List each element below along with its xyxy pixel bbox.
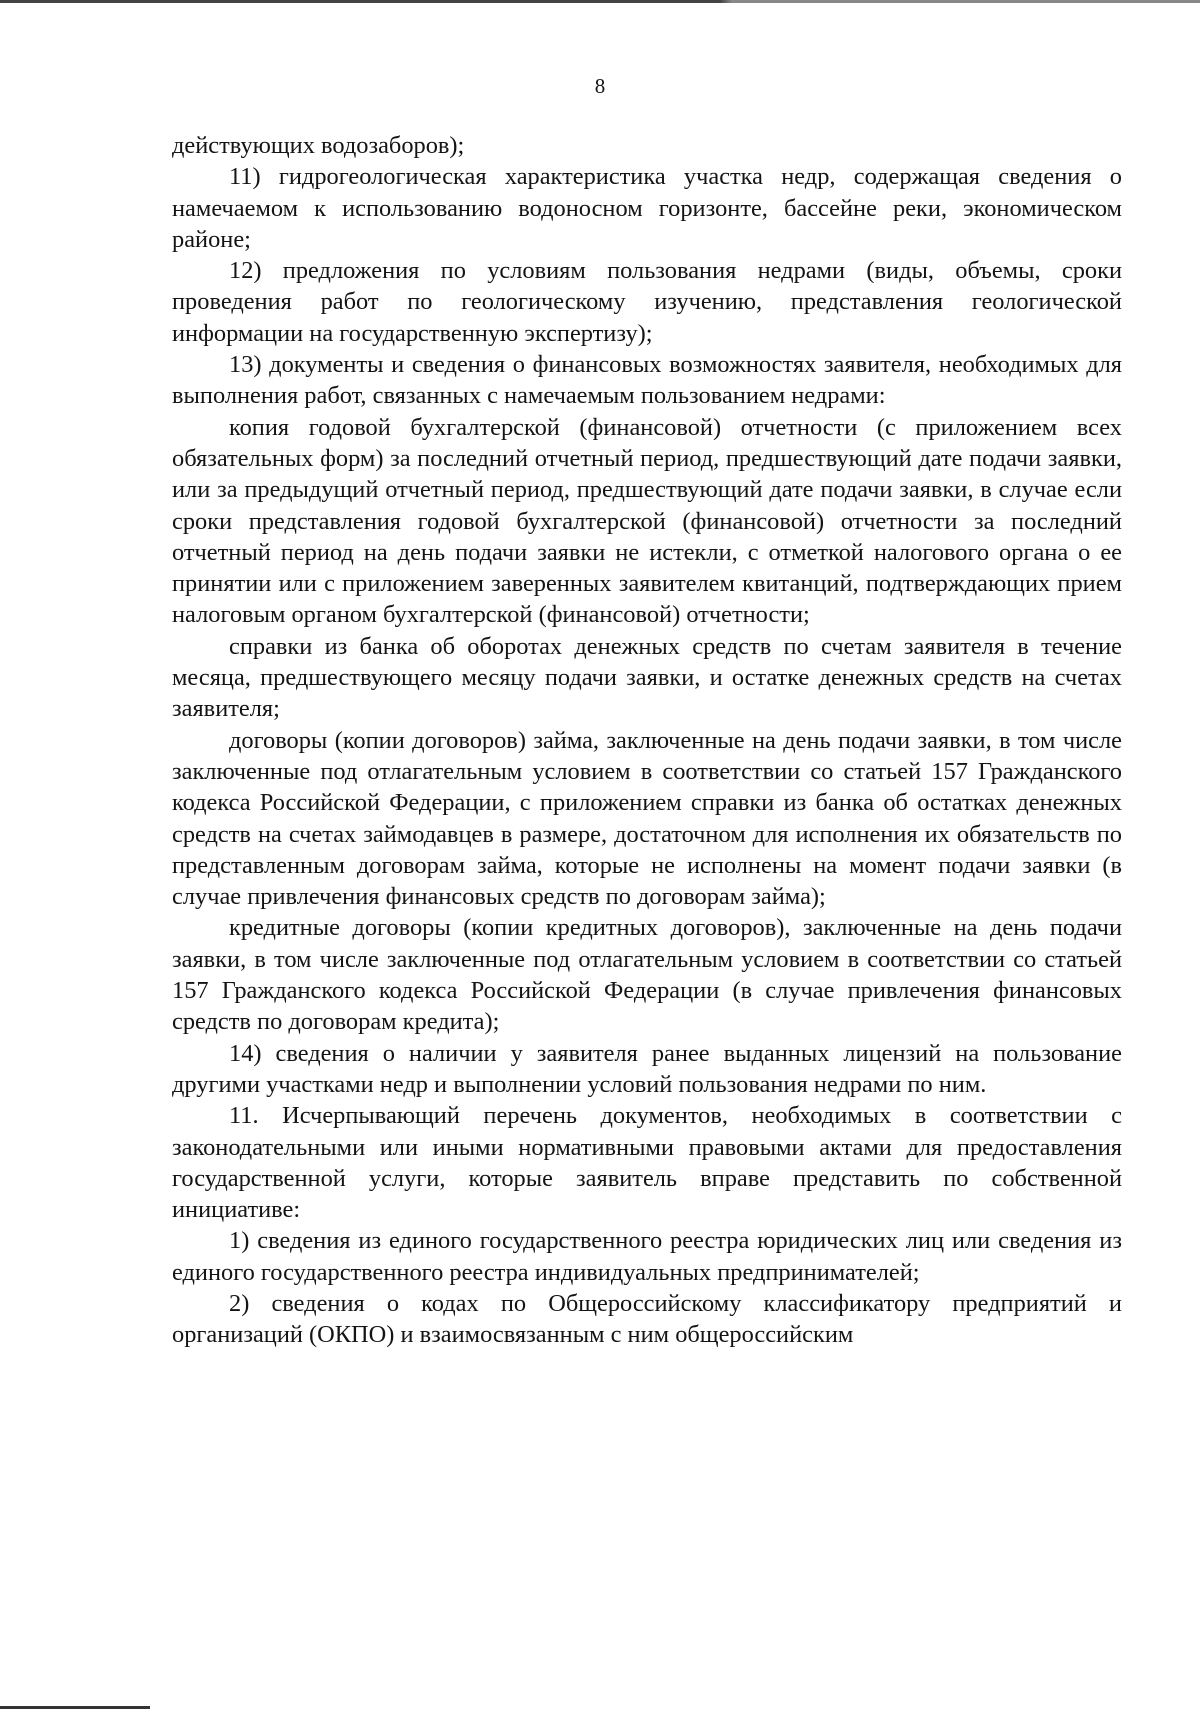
paragraph-item-12: 12) предложения по условиям пользования недрами (виды, объемы, сроки проведения работ по геологическому изучению, представления геологической информации на государственную экспертизу); xyxy=(172,257,1122,347)
paragraph-credit-agreements: кредитные договоры (копии кредитных договоров), заключенные на день подачи заявки, в том числе заключенные под отлагательным условием в соответствии со статьей 157 Гражданского кодекса Российской Федерации (в случае привлечения финансовых средств по договорам кредита); xyxy=(172,914,1122,1036)
paragraph-item-14: 14) сведения о наличии у заявителя ранее выданных лицензий на пользование другими участками недр и выполнении условий пользования недрами по ним. xyxy=(172,1039,1122,1098)
scan-edge-mark xyxy=(0,1706,150,1709)
paragraph-bank-statements: справки из банка об оборотах денежных средств по счетам заявителя в течение месяца, предшествующего месяцу подачи заявки, и остатке денежных средств на счетах заявителя; xyxy=(172,632,1122,723)
document-body xyxy=(172,130,1122,1351)
paragraph-item-11: 11) гидрогеологическая характеристика участка недр, содержащая сведения о намечаемом к использованию водоносном горизонте, бассейне реки, экономическом районе; xyxy=(172,163,1122,253)
paragraph-continuation: действующих водозаборов); xyxy=(172,132,465,159)
paragraph-financial-statements: копия годовой бухгалтерской (финансовой) отчетности (с приложением всех обязательных форм) за последний отчетный период, предшествующий дате подачи заявки, или за предыдущий отчетный период, предшествующий дате подачи заявки, в случае если сроки представления годовой бухгалтерской (финансовой) отчетности за последний отчетный период на день подачи заявки не истекли, с отметкой налогового органа о ее принятии или с приложением заверенных заявителем квитанций, подтверждающих прием налоговым органом бухгалтерской (финансовой) отчетности; xyxy=(172,413,1122,629)
page-number: 8 xyxy=(594,74,606,98)
paragraph-subitem-2: 2) сведения о кодах по Общероссийскому классификатору предприятий и организаций (ОКПО) и взаимосвязанным с ним общероссийским xyxy=(172,1289,1122,1349)
paragraph-loan-agreements: договоры (копии договоров) займа, заключенные на день подачи заявки, в том числе заключенные под отлагательным условием в соответствии со статьей 157 Гражданского кодекса Российской Федерации, с приложением справки из банка об остатках денежных средств на счетах займодавцев в размере, достаточном для исполнения их обязательств по представленным договорам займа, которые не исполнены на момент подачи заявки (в случае привлечения финансовых средств по договорам займа); xyxy=(172,726,1122,911)
paragraph-section-11: 11. Исчерпывающий перечень документов, необходимых в соответствии с законодательными или иными нормативными правовыми актами для предоставления государственной услуги, которые заявитель вправе представить по собственной инициативе: xyxy=(172,1102,1122,1224)
paragraph-item-13: 13) документы и сведения о финансовых возможностях заявителя, необходимых для выполнения работ, связанных с намечаемым пользованием недрами: xyxy=(172,351,1122,410)
paragraph-subitem-1: 1) сведения из единого государственного реестра юридических лиц или сведения из единого государственного реестра индивидуальных предпринимателей; xyxy=(172,1227,1122,1286)
scan-top-border xyxy=(0,0,1200,3)
